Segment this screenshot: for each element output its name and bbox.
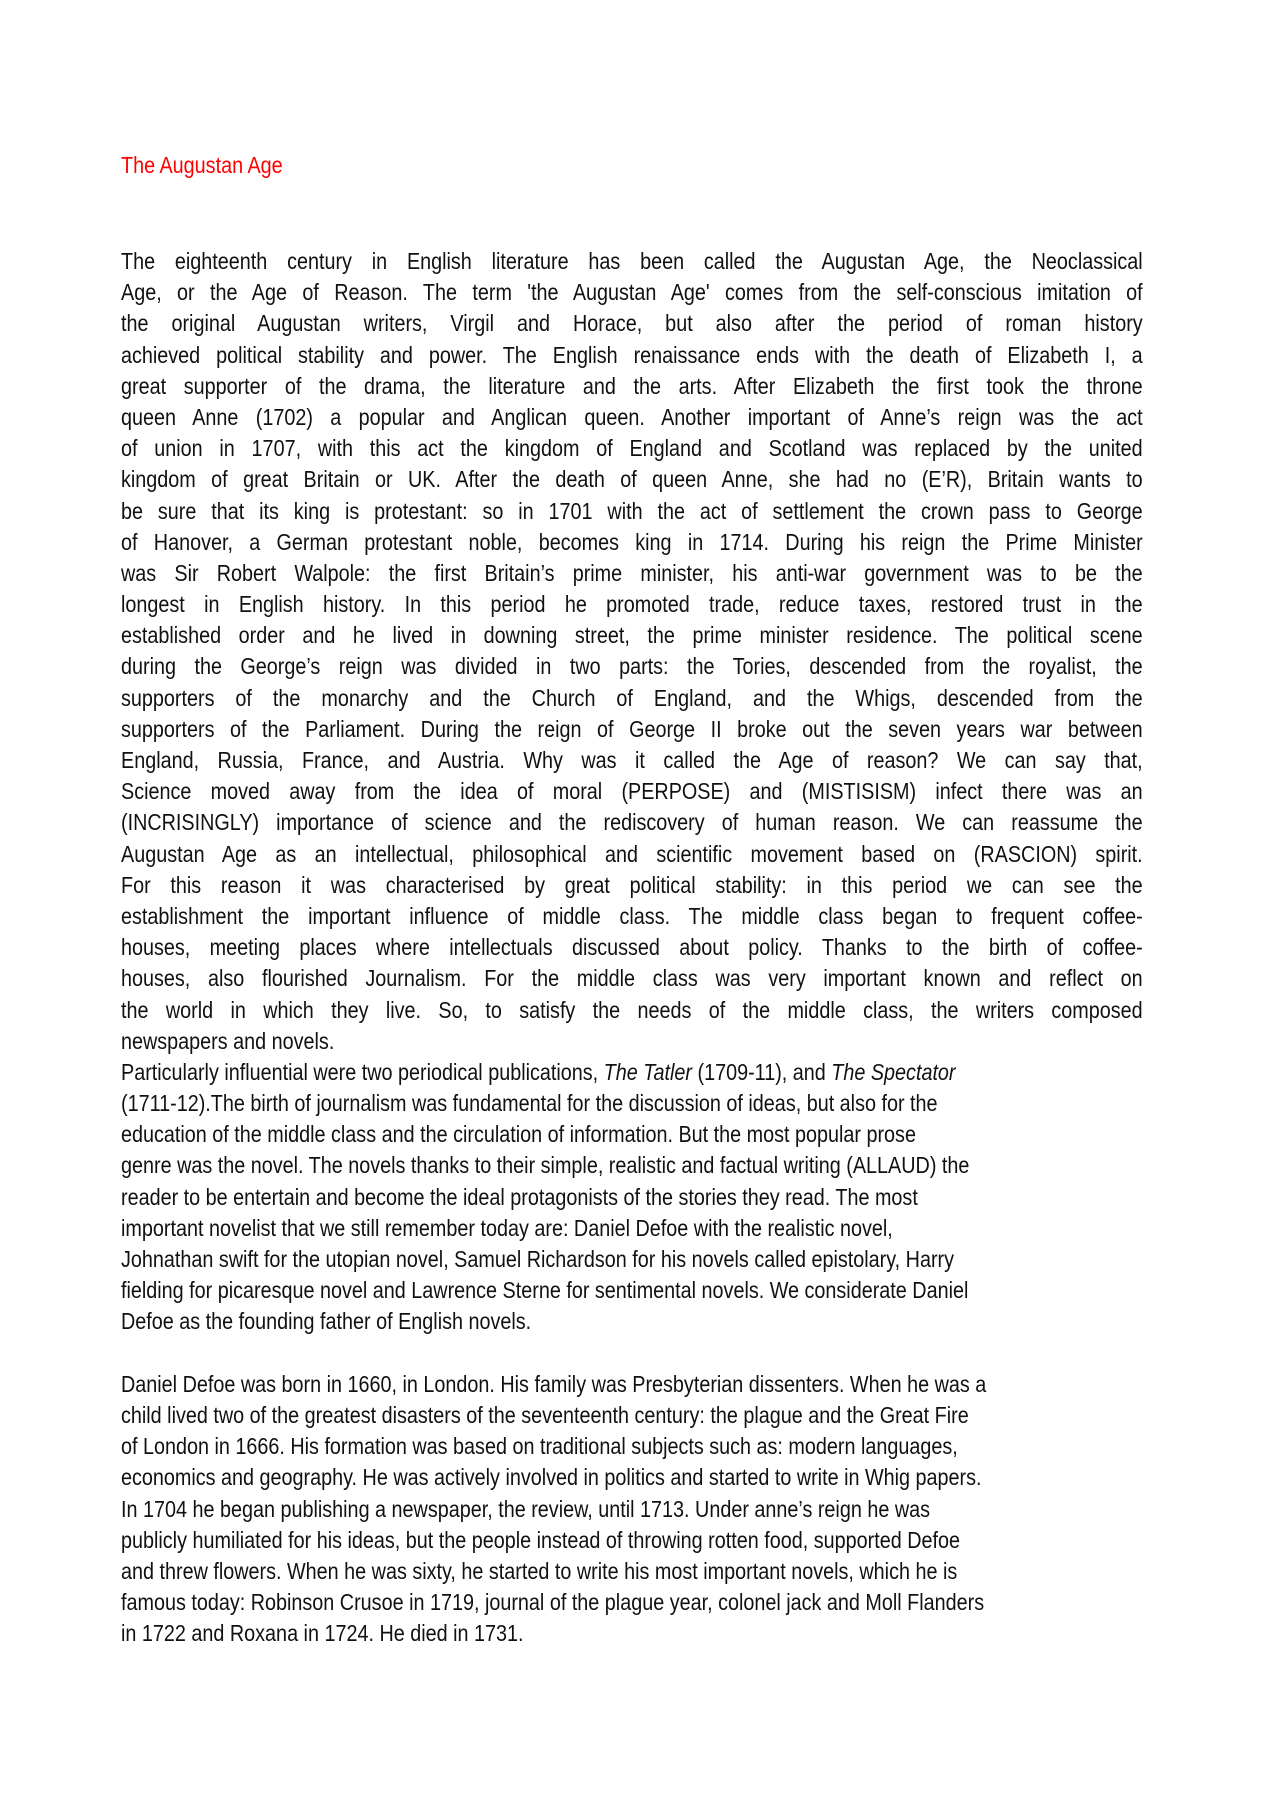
paragraph-spacer: [121, 1338, 1143, 1369]
text-line: houses, also flourished Journalism. For the middle class was very important known and reflect on: [121, 965, 1143, 992]
text-line: of London in 1666. His formation was based on traditional subjects such as: modern languages,: [121, 1433, 958, 1460]
text-line: The eighteenth century in English literature has been called the Augustan Age, the Neoclassical: [121, 248, 1143, 274]
text-line: newspapers and novels.: [121, 1027, 335, 1054]
publication-title: The Tatler: [603, 1058, 692, 1085]
text-line: the original Augustan writers, Virgil and Horace, but also after the period of roman history: [121, 310, 1143, 337]
text-line: queen Anne (1702) a popular and Anglican queen. Another important of Anne’s reign was the act: [121, 403, 1143, 430]
text-line: and threw flowers. When he was sixty, he started to write his most important novels, which he is: [121, 1557, 958, 1584]
text-line: (1711-12).The birth of journalism was fundamental for the discussion of ideas, but also for the: [121, 1090, 938, 1117]
text-line: achieved political stability and power. The English renaissance ends with the death of Elizabeth I, a: [121, 341, 1143, 368]
text-line: Daniel Defoe was born in 1660, in London. His family was Presbyterian dissenters. When he was a: [121, 1370, 987, 1397]
text-line: Augustan Age as an intellectual, philosophical and scientific movement based on (RASCION) spirit.: [121, 840, 1143, 867]
paragraph: [121, 246, 1143, 1057]
text-line: kingdom of great Britain or UK. After the death of queen Anne, she had no (E’R), Britain wants to: [121, 466, 1143, 493]
text-line: child lived two of the greatest disasters of the seventeenth century: the plague and the Great Fire: [121, 1401, 969, 1428]
text-line: houses, meeting places where intellectuals discussed about policy. Thanks to the birth of coffee-: [121, 934, 1143, 961]
text-line: be sure that its king is protestant: so in 1701 with the act of settlement the crown pass to George: [121, 497, 1143, 524]
text-line: was Sir Robert Walpole: the first Britain’s prime minister, his anti-war government was to be the: [121, 559, 1143, 586]
text-line: genre was the novel. The novels thanks to their simple, realistic and factual writing (ALLAUD) the: [121, 1152, 970, 1179]
text-line: Science moved away from the idea of moral (PERPOSE) and (MISTISISM) infect there was an: [121, 778, 1143, 805]
text-line: supporters of the monarchy and the Church of England, and the Whigs, descended from the: [121, 684, 1143, 711]
text-line: For this reason it was characterised by great political stability: in this period we can see the: [121, 871, 1143, 898]
document-title: The Augustan Age: [121, 152, 283, 178]
text-line: during the George’s reign was divided in two parts: the Tories, descended from the royalist, the: [121, 653, 1143, 680]
paragraph: [121, 1057, 1143, 1338]
text-line: establishment the important influence of middle class. The middle class began to frequent coffee-: [121, 902, 1143, 929]
text-line: England, Russia, France, and Austria. Why was it called the Age of reason? We can say that,: [121, 747, 1143, 773]
text-line: the world in which they live. So, to satisfy the needs of the middle class, the writers composed: [121, 996, 1143, 1023]
text-segment: (1709-11), and: [691, 1058, 832, 1085]
document-body: [121, 246, 1143, 1649]
text-line: Defoe as the founding father of English novels.: [121, 1308, 532, 1335]
publication-title: The Spectator: [831, 1058, 956, 1085]
text-line: fielding for picaresque novel and Lawrence Sterne for sentimental novels. We considerate Daniel: [121, 1277, 969, 1304]
text-segment: Particularly influential were two periodical publications,: [121, 1058, 604, 1085]
text-line: famous today: Robinson Crusoe in 1719, journal of the plague year, colonel jack and Moll Flanders: [121, 1589, 985, 1616]
text-line: Age, or the Age of Reason. The term 'the Augustan Age' comes from the self-conscious imitation of: [121, 279, 1143, 306]
text-line: of union in 1707, with this act the kingdom of England and Scotland was replaced by the united: [121, 435, 1143, 462]
paragraph: [121, 1369, 1143, 1650]
text-line: in 1722 and Roxana in 1724. He died in 1731.: [121, 1620, 524, 1647]
text-line: (INCRISINGLY) importance of science and the rediscovery of human reason. We can reassume the: [121, 809, 1143, 836]
text-line: great supporter of the drama, the literature and the arts. After Elizabeth the first took the throne: [121, 372, 1143, 399]
text-line: Johnathan swift for the utopian novel, Samuel Richardson for his novels called epistolary, Harry: [121, 1246, 955, 1272]
text-line: longest in English history. In this period he promoted trade, reduce taxes, restored trust in the: [121, 591, 1143, 618]
text-line: economics and geography. He was actively involved in politics and started to write in Whig papers.: [121, 1464, 982, 1491]
text-line: important novelist that we still remember today are: Daniel Defoe with the realistic novel,: [121, 1214, 893, 1241]
text-line: [121, 1057, 1143, 1088]
text-line: education of the middle class and the circulation of information. But the most popular prose: [121, 1121, 916, 1148]
text-line: established order and he lived in downing street, the prime minister residence. The political scene: [121, 622, 1143, 649]
text-line: supporters of the Parliament. During the reign of George II broke out the seven years war between: [121, 715, 1143, 742]
text-line: In 1704 he began publishing a newspaper, the review, until 1713. Under anne’s reign he was: [121, 1495, 930, 1522]
text-line: of Hanover, a German protestant noble, becomes king in 1714. During his reign the Prime Minister: [121, 528, 1143, 555]
text-line: publicly humiliated for his ideas, but the people instead of throwing rotten food, supported Defoe: [121, 1526, 960, 1553]
text-line: reader to be entertain and become the ideal protagonists of the stories they read. The most: [121, 1183, 918, 1210]
